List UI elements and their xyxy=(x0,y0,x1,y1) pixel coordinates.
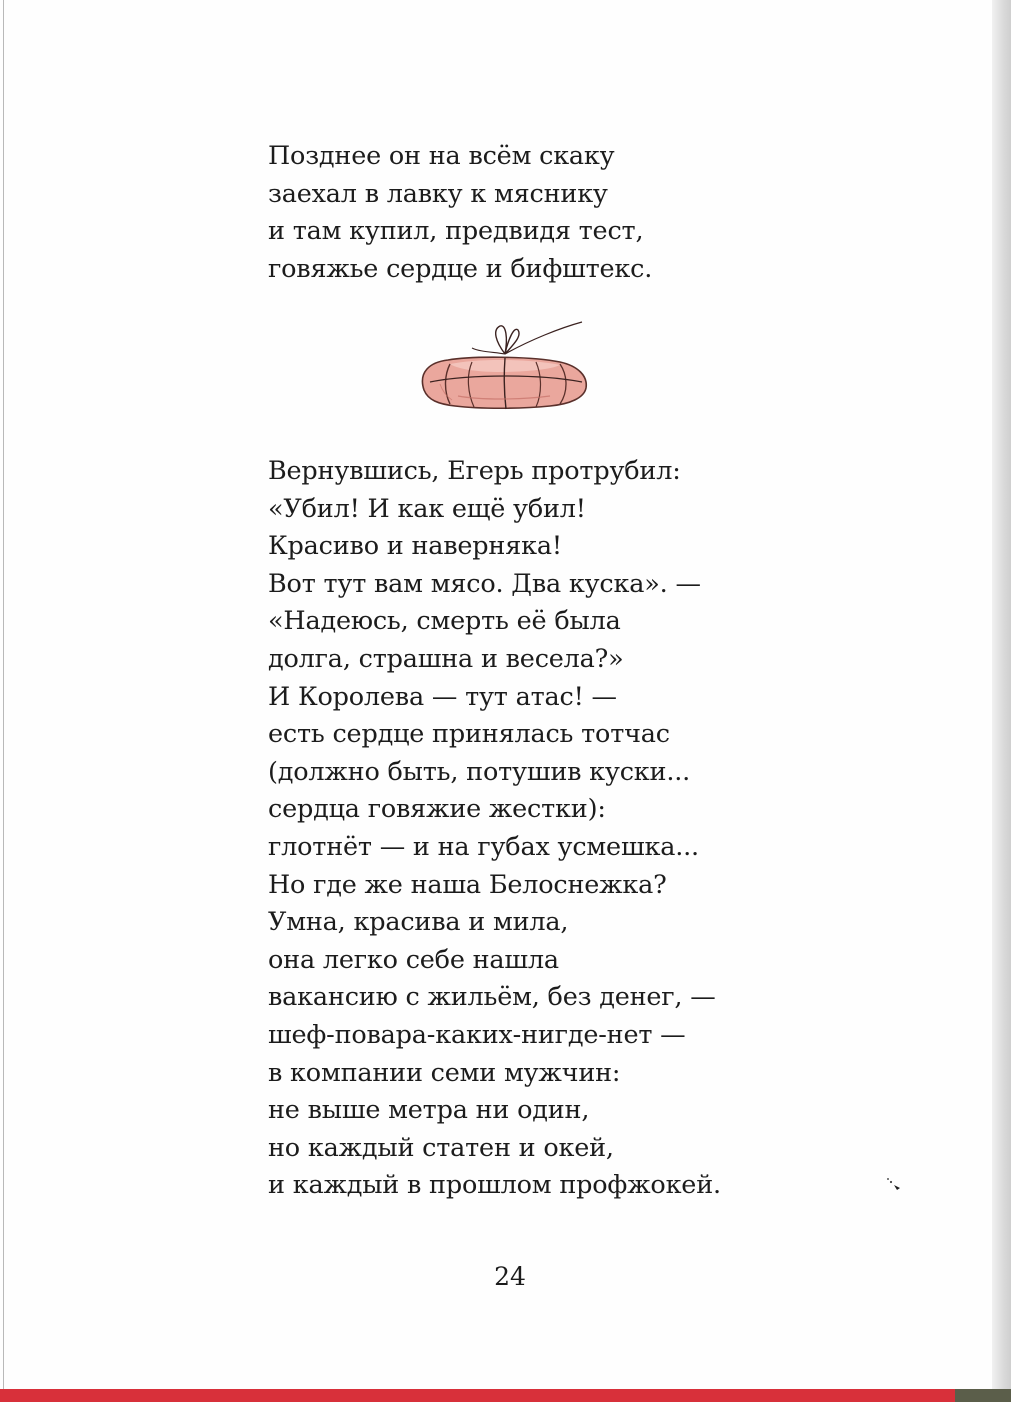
poem-line: глотнёт — и на губах усмешка... xyxy=(268,831,699,862)
ink-speck xyxy=(886,1177,902,1191)
poem-line: и каждый в прошлом профжокей. xyxy=(268,1170,721,1201)
stanza-1 xyxy=(268,138,652,288)
poem-line: говяжье сердце и бифштекс. xyxy=(268,253,653,284)
poem-line: Умна, красива и мила, xyxy=(268,907,569,938)
poem-line: И Королева — тут атас! — xyxy=(268,681,617,712)
poem-line: (должно быть, потушив куски... xyxy=(268,756,691,787)
poem-line: вакансию с жильём, без денег, — xyxy=(268,982,716,1013)
poem-line: заехал в лавку к мяснику xyxy=(268,178,608,209)
poem-line: «Надеюсь, смерть её была xyxy=(268,606,621,637)
poem-line: не выше метра ни один, xyxy=(268,1095,590,1126)
bottom-band-dark-segment xyxy=(955,1389,1011,1402)
poem-line: Но где же наша Белоснежка? xyxy=(268,869,667,900)
poem-line: шеф-повара-каких-нигде-нет — xyxy=(268,1019,686,1050)
poem-line: Вернувшись, Егерь протрубил: xyxy=(268,456,681,486)
meat-parcel-illustration xyxy=(410,312,600,417)
poem-line: она легко себе нашла xyxy=(268,944,559,975)
poem-line: Красиво и наверняка! xyxy=(268,531,562,562)
page-number: 24 xyxy=(494,1262,526,1291)
poem-line: и там купил, предвидя тест, xyxy=(268,216,644,247)
bottom-color-band xyxy=(0,1389,1011,1402)
poem-line: в компании семи мужчин: xyxy=(268,1057,621,1088)
poem-line: долга, страшна и весела?» xyxy=(268,643,624,674)
poem-line: есть сердце принялась тотчас xyxy=(268,719,670,750)
poem-line: Вот тут вам мясо. Два куска». — xyxy=(268,568,701,599)
poem-line: Позднее он на всём скаку xyxy=(268,141,615,171)
poem-line: сердца говяжие жестки): xyxy=(268,794,606,825)
page-left-edge xyxy=(3,0,4,1390)
poem-line: но каждый статен и окей, xyxy=(268,1132,614,1163)
poem-line: «Убил! И как ещё убил! xyxy=(268,493,586,524)
page-right-edge xyxy=(992,0,1011,1390)
stanza-2 xyxy=(268,453,721,1205)
